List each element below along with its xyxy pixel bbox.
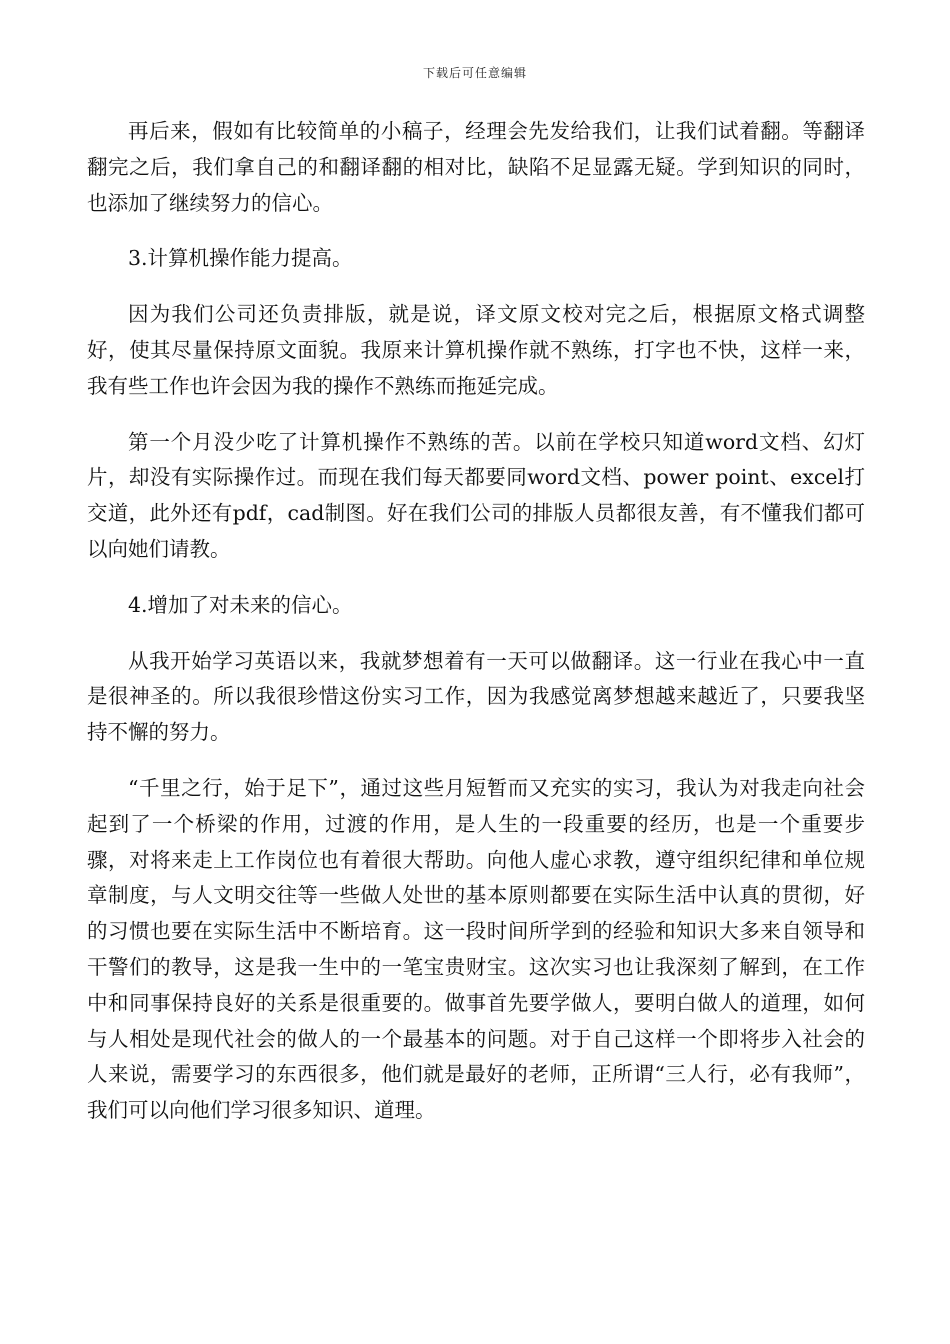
document-body [87, 114, 865, 1149]
section-heading-computer-skills: 3.计算机操作能力提高。 [128, 246, 353, 271]
section-heading-confidence: 4.增加了对未来的信心。 [128, 592, 353, 617]
paragraph-dream: 从我开始学习英语以来，我就梦想着有一天可以做翻译。这一行业在我心中一直是很神圣的。所以我很珍惜这份实习工作，因为我感觉离梦想越来越近了，只要我坚持不懈的努力。 [87, 648, 865, 745]
paragraph-conclusion: “千里之行，始于足下”，通过这些月短暂而又充实的实习，我认为对我走向社会起到了一个桥梁的作用，过渡的作用，是人生的一段重要的经历，也是一个重要步骤，对将来走上工作岗位也有着很大帮助。向他人虚心求教，遵守组织纪律和单位规章制度，与人文明交往等一些做人处世的基本原则都要在实际生活中认真的贯彻，好的习惯也要在实际生活中不断培育。这一段时间所学到的经验和知识大多来自领导和干警们的教导，这是我一生中的一笔宝贵财宝。这次实习也让我深刻了解到，在工作中和同事保持良好的关系是很重要的。做事首先要学做人，要明白做人的道理，如何与人相处是现代社会的做人的一个最基本的问题。对于自己这样一个即将步入社会的人来说，需要学习的东西很多，他们就是最好的老师，正所谓“三人行，必有我师”，我们可以向他们学习很多知识、道理。 [87, 775, 865, 1123]
page-header: 下载后可任意编辑 [422, 66, 527, 80]
paragraph-first-month: 第一个月没少吃了计算机操作不熟练的苦。以前在学校只知道word文档、幻灯片，却没有实际操作过。而现在我们每天都要同word文档、power point、excel打交道，此外还有pdf，cad制图。好在我们公司的排版人员都很友善，有不懂我们都可以向她们请教。 [87, 429, 865, 561]
paragraph-typesetting: 因为我们公司还负责排版，就是说，译文原文校对完之后，根据原文格式调整好，使其尽量保持原文面貌。我原来计算机操作就不熟练，打字也不快，这样一来，我有些工作也许会因为我的操作不熟练而拖延完成。 [87, 302, 865, 398]
paragraph-drafts: 再后来，假如有比较简单的小稿子，经理会先发给我们，让我们试着翻。等翻译翻完之后，我们拿自己的和翻译翻的相对比，缺陷不足显露无疑。学到知识的同时，也添加了继续努力的信心。 [87, 119, 865, 215]
